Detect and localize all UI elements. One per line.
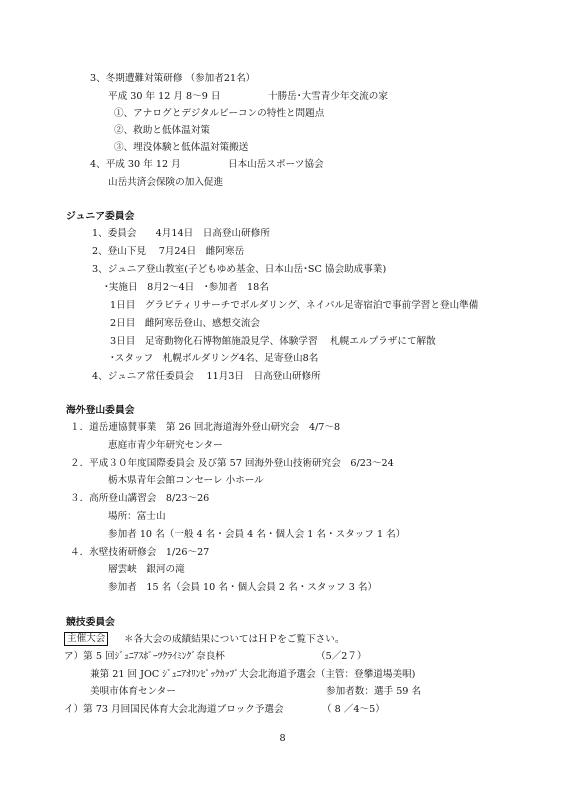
junior-line: 3、ジュニア登山教室(子どもゆめ基金、日本山岳･SC 協会助成事業) xyxy=(92,264,387,275)
insurance-date: 4、平成 30 年 12 月 xyxy=(90,159,181,170)
junior-line: 2、登山下見 7月24日 雌阿寒岳 xyxy=(92,246,245,257)
junior-line: 4、ジュニア常任委員会 11月3日 日高登山研修所 xyxy=(92,371,321,382)
overseas-line: 恵庭市青少年研究センター xyxy=(108,440,223,451)
junior-line: 1日目 グラビティリサーチでボルダリング、ネイパル足寄宿泊で事前学習と登山準備 xyxy=(110,300,479,311)
overseas-line: 参加者 10 名（一般 4 名・会員 4 名・個人会 1 名・スタッフ 1 名） xyxy=(108,529,406,540)
event-date: （5／2７） xyxy=(316,651,367,662)
insurance-org: 日本山岳スポーツ協会 xyxy=(228,159,324,170)
insurance-detail: 山岳共済会保険の加入促進 xyxy=(108,177,224,188)
winter-training-item: ①、アナログとデジタルビーコンの特性と問題点 xyxy=(114,108,325,119)
overseas-line: ４．氷壁技術研修会 1/26〜27 xyxy=(70,547,210,558)
event-venue: 美唄市体育センター xyxy=(90,686,176,697)
winter-training-date: 平成 30 年 12 月 8〜9 日 xyxy=(108,91,221,102)
event-subtitle: 兼第 21 回 JOC ｼﾞｭﾆｱｵﾘﾝﾋﾟｯｸｶｯﾌﾟ大会北海道予選会（主管：登攀道場美唄) xyxy=(90,669,416,680)
winter-training-item: ②、救助と低体温対策 xyxy=(114,125,210,136)
junior-line: ･実施日 8月2〜4日 ･参加者 18名 xyxy=(104,282,269,293)
event-title: ア）第 5 回ｼﾞｭﾆｱｽﾎﾟｰﾂｸﾗｲﾐﾝｸﾞ奈良杯 xyxy=(64,651,225,662)
overseas-line: 参加者 15 名（会員 10 名・個人会員 2 名・スタッフ 3 名） xyxy=(108,582,378,593)
event-participants: 参加者数：選手 59 名 xyxy=(326,686,422,697)
overseas-line: 場所：富士山 xyxy=(108,511,166,522)
overseas-line: 層雲峡 銀河の滝 xyxy=(108,564,185,575)
winter-training-title: 3、冬期遭難対策研修 （参加者21名） xyxy=(90,73,256,84)
overseas-heading: 海外登山委員会 xyxy=(66,405,135,416)
winter-training-place: 十勝岳･大雪青少年交流の家 xyxy=(268,91,388,102)
competition-heading: 競技委員会 xyxy=(66,617,115,628)
results-note: ＊各大会の成績結果についてはＨＰをご覧下さい。 xyxy=(124,634,345,645)
junior-line: ･スタッフ 札幌ボルダリング4名、足寄登山8名 xyxy=(110,353,319,364)
overseas-line: 栃木県青年会館コンセーレ 小ホール xyxy=(108,475,264,486)
winter-training-item: ③、埋没体験と低体温対策搬送 xyxy=(114,142,249,153)
page-number: 8 xyxy=(279,733,286,744)
overseas-line: ３．高所登山講習会 8/23〜26 xyxy=(70,493,210,504)
junior-line: 3日目 足寄動物化石博物館施設見学、体験学習 札幌エルプラザにて解散 xyxy=(110,336,436,347)
junior-heading: ジュニア委員会 xyxy=(66,211,135,222)
event-title: イ）第 73 月回国民体育大会北海道ブロック予選会 xyxy=(64,704,284,715)
junior-line: 2日目 雌阿寒岳登山、感想交流会 xyxy=(110,318,261,329)
junior-line: 1、委員会 4月14日 日高登山研修所 xyxy=(92,228,270,239)
event-date: （ 8 ／4〜5） xyxy=(322,704,385,715)
overseas-line: １．道岳連協賛事業 第 26 回北海道海外登山研究会 4/7〜8 xyxy=(70,422,341,433)
overseas-line: ２．平成３０年度国際委員会 及び第 57 回海外登山技術研究会 6/23〜24 xyxy=(70,458,394,469)
host-events-label: 主催大会 xyxy=(64,632,108,646)
